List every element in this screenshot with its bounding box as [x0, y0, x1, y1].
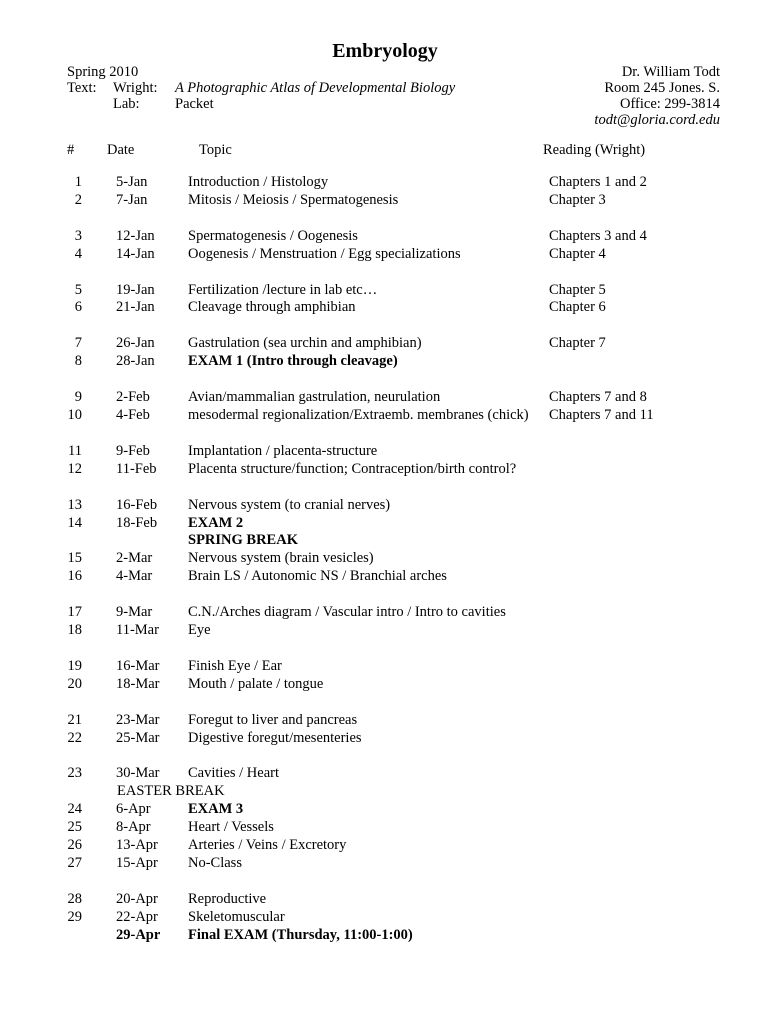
lab-label: Lab: — [113, 96, 140, 112]
wright-label: Wright: — [113, 80, 158, 96]
lecture-date: 30-Mar — [116, 765, 160, 782]
reading-assignment: Chapter 5 — [549, 281, 606, 298]
lecture-number: 27 — [67, 854, 82, 871]
col-header-num: # — [67, 142, 75, 158]
lecture-number: 29 — [67, 908, 82, 925]
schedule-row — [0, 246, 770, 264]
reading-assignment — [549, 837, 749, 855]
lecture-topic: Oogenesis / Menstruation / Egg specializations — [188, 245, 461, 262]
lecture-topic: Digestive foregut/mesenteries — [188, 729, 362, 746]
lecture-number: 8 — [74, 353, 82, 370]
lecture-topic: Finish Eye / Ear — [188, 657, 282, 674]
lecture-date: 9-Mar — [116, 604, 153, 621]
schedule-row — [0, 282, 770, 300]
lecture-topic: mesodermal regionalization/Extraemb. membranes (chick) — [188, 407, 529, 424]
semester: Spring 2010 — [67, 64, 139, 80]
lecture-number: 11 — [68, 442, 82, 459]
schedule-group — [0, 604, 770, 640]
schedule-group — [0, 174, 770, 210]
lecture-date: 22-Apr — [116, 908, 158, 925]
lecture-number: 22 — [67, 729, 82, 746]
lecture-topic: SPRING BREAK — [188, 532, 298, 549]
col-header-topic: Topic — [199, 142, 232, 158]
schedule-row — [0, 515, 770, 533]
course-info — [67, 64, 455, 112]
reading-assignment — [549, 604, 749, 622]
schedule-row — [0, 461, 770, 479]
reading-assignment — [549, 819, 749, 837]
reading-assignment — [549, 515, 749, 533]
lecture-date: 11-Feb — [116, 460, 157, 477]
lecture-number — [0, 532, 82, 550]
schedule-row — [0, 299, 770, 317]
lecture-date: 6-Apr — [116, 801, 151, 818]
schedule-row — [0, 568, 770, 586]
lecture-topic: Fertilization /lecture in lab etc… — [188, 281, 378, 298]
lecture-date: 28-Jan — [116, 353, 155, 370]
lecture-date: 25-Mar — [116, 729, 160, 746]
reading-assignment: Chapter 3 — [549, 191, 606, 208]
lecture-date: 2-Feb — [116, 389, 150, 406]
col-header-date: Date — [107, 142, 135, 158]
lecture-number: 26 — [67, 837, 82, 854]
reading-assignment: Chapter 6 — [549, 299, 606, 316]
room: Room 245 Jones. S. — [604, 80, 720, 96]
schedule-row — [0, 550, 770, 568]
schedule-table — [0, 174, 770, 963]
schedule-group — [0, 389, 770, 425]
lecture-date: 4-Mar — [116, 568, 153, 585]
lecture-date — [82, 532, 167, 550]
reading-assignment: Chapters 1 and 2 — [549, 174, 647, 190]
lecture-topic: Nervous system (brain vesicles) — [188, 550, 374, 567]
schedule-row — [0, 909, 770, 927]
reading-assignment — [549, 353, 749, 371]
schedule-group — [0, 891, 770, 945]
lecture-date: 13-Apr — [116, 837, 158, 854]
reading-assignment — [549, 622, 749, 640]
lecture-date: 29-Apr — [116, 926, 161, 943]
lecture-number: 25 — [67, 819, 82, 836]
lab-value: Packet — [175, 96, 214, 112]
schedule-row — [0, 407, 770, 425]
reading-assignment — [549, 855, 749, 873]
lecture-topic: Implantation / placenta-structure — [188, 442, 378, 459]
office-phone: Office: 299-3814 — [620, 96, 720, 112]
schedule-group — [0, 443, 770, 479]
lecture-number: 10 — [67, 407, 82, 424]
lecture-topic: Reproductive — [188, 890, 267, 907]
lecture-date: 20-Apr — [116, 890, 158, 907]
schedule-row — [0, 765, 770, 783]
lecture-number: 2 — [74, 191, 82, 208]
lecture-topic: Placenta structure/function; Contraception/birth control? — [188, 460, 517, 477]
lecture-date: 18-Mar — [116, 675, 160, 692]
lecture-date: 21-Jan — [116, 299, 155, 316]
instructor-info — [594, 64, 720, 128]
lecture-topic: EXAM 3 — [188, 801, 244, 818]
lecture-date: 15-Apr — [116, 854, 158, 871]
lecture-topic: EXAM 2 — [188, 514, 244, 531]
lecture-number: 13 — [67, 496, 82, 513]
schedule-row — [0, 712, 770, 730]
reading-assignment — [549, 497, 749, 515]
lecture-number: 23 — [67, 765, 82, 782]
lecture-topic: Avian/mammalian gastrulation, neurulation — [188, 389, 441, 406]
lecture-topic: Brain LS / Autonomic NS / Branchial arches — [188, 568, 447, 585]
lecture-number: 9 — [74, 389, 82, 406]
email: todt@gloria.cord.edu — [594, 112, 720, 128]
lecture-topic: Mitosis / Meiosis / Spermatogenesis — [188, 191, 399, 208]
lecture-number: 15 — [67, 550, 82, 567]
lecture-date: 5-Jan — [116, 174, 148, 190]
reading-assignment — [549, 927, 749, 945]
reading-assignment — [549, 765, 749, 783]
reading-assignment — [549, 443, 749, 461]
reading-assignment: Chapters 7 and 11 — [549, 407, 654, 424]
schedule-row — [0, 819, 770, 837]
lecture-date: 16-Feb — [116, 496, 158, 513]
lecture-topic: Spermatogenesis / Oogenesis — [188, 227, 358, 244]
lecture-number: 5 — [74, 281, 82, 298]
schedule-row — [0, 604, 770, 622]
schedule-group — [0, 712, 770, 748]
lecture-topic: Final EXAM (Thursday, 11:00-1:00) — [188, 926, 413, 943]
lecture-date: 18-Feb — [116, 514, 158, 531]
text-label: Text: — [67, 80, 97, 96]
lecture-number: 24 — [67, 801, 82, 818]
lecture-topic: EXAM 1 (Intro through cleavage) — [188, 353, 398, 370]
lecture-date: 8-Apr — [116, 819, 151, 836]
reading-assignment: Chapter 7 — [549, 335, 606, 352]
lecture-number: 12 — [67, 460, 82, 477]
lecture-topic: Gastrulation (sea urchin and amphibian) — [188, 335, 422, 352]
lecture-number: 16 — [67, 568, 82, 585]
lecture-topic: Mouth / palate / tongue — [188, 675, 324, 692]
schedule-row — [0, 353, 770, 371]
lecture-number: 1 — [74, 174, 82, 190]
reading-assignment — [549, 461, 749, 479]
reading-assignment: Chapters 3 and 4 — [549, 227, 647, 244]
lecture-number: 17 — [67, 604, 82, 621]
reading-assignment — [549, 909, 749, 927]
lecture-number: 20 — [67, 675, 82, 692]
lecture-number: 6 — [74, 299, 82, 316]
schedule-row — [0, 658, 770, 676]
schedule-group — [0, 497, 770, 586]
schedule-row — [0, 730, 770, 748]
schedule-row — [0, 927, 770, 945]
schedule-row — [0, 622, 770, 640]
lecture-number: 18 — [67, 622, 82, 639]
schedule-row — [0, 801, 770, 819]
reading-assignment — [549, 801, 749, 819]
lecture-topic: Skeletomuscular — [188, 908, 285, 925]
reading-assignment — [549, 568, 749, 586]
schedule-row — [0, 228, 770, 246]
lecture-topic: No-Class — [188, 854, 242, 871]
lecture-number: 14 — [67, 514, 82, 531]
reading-assignment — [549, 550, 749, 568]
lecture-date: 9-Feb — [116, 442, 150, 459]
schedule-row — [0, 891, 770, 909]
lecture-date: 19-Jan — [116, 281, 155, 298]
schedule-row — [0, 174, 770, 192]
schedule-row — [0, 335, 770, 353]
schedule-row — [0, 783, 770, 801]
schedule-row — [0, 497, 770, 515]
lecture-date: 2-Mar — [116, 550, 153, 567]
reading-assignment — [549, 676, 749, 694]
break-label: EASTER BREAK — [117, 783, 225, 800]
lecture-topic: Cleavage through amphibian — [188, 299, 356, 316]
lecture-topic: Cavities / Heart — [188, 765, 280, 782]
lecture-number: 3 — [74, 227, 82, 244]
lecture-number: 21 — [67, 711, 82, 728]
lecture-topic: C.N./Arches diagram / Vascular intro / Intro to cavities — [188, 604, 506, 621]
reading-assignment — [549, 891, 749, 909]
schedule-row — [0, 192, 770, 210]
instructor-name: Dr. William Todt — [621, 64, 720, 80]
lecture-topic: Foregut to liver and pancreas — [188, 711, 358, 728]
lecture-date: 23-Mar — [116, 711, 160, 728]
lecture-date: 14-Jan — [116, 245, 155, 262]
schedule-row — [0, 532, 770, 550]
lecture-number: 28 — [67, 890, 82, 907]
reading-assignment — [549, 532, 749, 550]
lecture-date: 26-Jan — [116, 335, 155, 352]
lecture-date: 7-Jan — [116, 191, 148, 208]
schedule-row — [0, 676, 770, 694]
schedule-group — [0, 658, 770, 694]
schedule-group — [0, 228, 770, 264]
reading-assignment — [549, 730, 749, 748]
schedule-group — [0, 765, 770, 872]
schedule-row — [0, 855, 770, 873]
lecture-date: 12-Jan — [116, 227, 155, 244]
schedule-group — [0, 335, 770, 371]
lecture-topic: Arteries / Veins / Excretory — [188, 837, 347, 854]
reading-assignment — [549, 712, 749, 730]
lecture-topic: Nervous system (to cranial nerves) — [188, 496, 391, 513]
schedule-group — [0, 282, 770, 318]
lecture-topic: Eye — [188, 622, 211, 639]
textbook-title: A Photographic Atlas of Developmental Biology — [175, 80, 456, 96]
lecture-date: 11-Mar — [116, 622, 159, 639]
schedule-row — [0, 389, 770, 407]
lecture-topic: Introduction / Histology — [188, 174, 329, 190]
lecture-number: 7 — [74, 335, 82, 352]
schedule-row — [0, 837, 770, 855]
col-header-reading: Reading (Wright) — [543, 142, 646, 158]
lecture-number — [0, 927, 82, 945]
lecture-date: 4-Feb — [116, 407, 150, 424]
lecture-topic: Heart / Vessels — [188, 819, 274, 836]
lecture-date: 16-Mar — [116, 657, 160, 674]
reading-assignment: Chapters 7 and 8 — [549, 389, 647, 406]
schedule-row — [0, 443, 770, 461]
reading-assignment — [549, 658, 749, 676]
page-title: Embryology — [332, 40, 438, 62]
lecture-number: 4 — [74, 245, 82, 262]
lecture-number: 19 — [67, 657, 82, 674]
reading-assignment: Chapter 4 — [549, 245, 606, 262]
